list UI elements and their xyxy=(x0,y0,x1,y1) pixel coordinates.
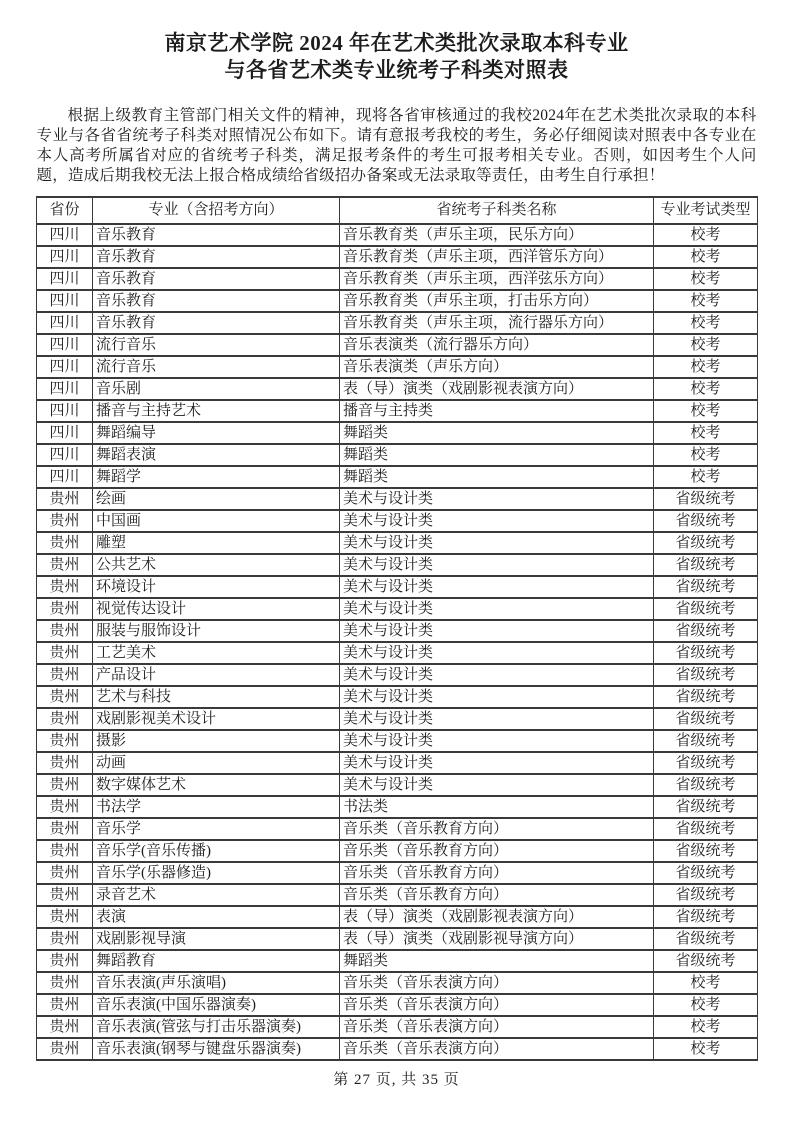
province-cell: 贵州 xyxy=(37,796,93,818)
exam-type-cell: 校考 xyxy=(654,356,758,378)
exam-type-cell: 校考 xyxy=(654,334,758,356)
subcategory-cell: 音乐类（音乐教育方向） xyxy=(340,884,654,906)
exam-type-cell: 校考 xyxy=(654,972,758,994)
province-cell: 贵州 xyxy=(37,1038,93,1060)
province-cell: 贵州 xyxy=(37,488,93,510)
major-cell: 音乐教育 xyxy=(93,246,340,268)
col-header-province: 省份 xyxy=(37,197,93,224)
table-row xyxy=(37,950,758,972)
table-row xyxy=(37,972,758,994)
major-cell: 环境设计 xyxy=(93,576,340,598)
province-cell: 贵州 xyxy=(37,642,93,664)
major-cell: 服装与服饰设计 xyxy=(93,620,340,642)
exam-type-cell: 校考 xyxy=(654,246,758,268)
table-row xyxy=(37,312,758,334)
col-header-exam-type: 专业考试类型 xyxy=(654,197,758,224)
subcategory-cell: 音乐类（音乐表演方向） xyxy=(340,1038,654,1060)
table-header-row xyxy=(37,197,758,224)
table-row xyxy=(37,1038,758,1060)
exam-type-cell: 省级统考 xyxy=(654,950,758,972)
subcategory-cell: 美术与设计类 xyxy=(340,576,654,598)
major-cell: 摄影 xyxy=(93,730,340,752)
province-cell: 四川 xyxy=(37,246,93,268)
table-row xyxy=(37,268,758,290)
exam-type-cell: 省级统考 xyxy=(654,796,758,818)
subcategory-cell: 美术与设计类 xyxy=(340,532,654,554)
table-row xyxy=(37,928,758,950)
table-row xyxy=(37,686,758,708)
major-cell: 流行音乐 xyxy=(93,356,340,378)
title-line-1: 南京艺术学院 2024 年在艺术类批次录取本科专业 xyxy=(164,31,629,55)
province-cell: 贵州 xyxy=(37,972,93,994)
exam-type-cell: 省级统考 xyxy=(654,532,758,554)
province-cell: 贵州 xyxy=(37,928,93,950)
exam-type-cell: 省级统考 xyxy=(654,554,758,576)
subcategory-cell: 舞蹈类 xyxy=(340,950,654,972)
table-row xyxy=(37,444,758,466)
exam-type-cell: 校考 xyxy=(654,444,758,466)
major-cell: 音乐教育 xyxy=(93,268,340,290)
province-cell: 四川 xyxy=(37,466,93,488)
major-cell: 音乐学(音乐传播) xyxy=(93,840,340,862)
province-cell: 四川 xyxy=(37,400,93,422)
subcategory-cell: 美术与设计类 xyxy=(340,598,654,620)
province-cell: 贵州 xyxy=(37,576,93,598)
province-cell: 贵州 xyxy=(37,1016,93,1038)
exam-type-cell: 省级统考 xyxy=(654,928,758,950)
subcategory-cell: 表（导）演类（戏剧影视导演方向） xyxy=(340,928,654,950)
subcategory-cell: 音乐类（音乐教育方向） xyxy=(340,840,654,862)
table-row xyxy=(37,730,758,752)
title-line-2: 与各省艺术类专业统考子科类对照表 xyxy=(224,58,569,82)
table-row xyxy=(37,884,758,906)
exam-type-cell: 省级统考 xyxy=(654,862,758,884)
table-body xyxy=(37,224,758,1060)
subcategory-cell: 音乐表演类（声乐方向） xyxy=(340,356,654,378)
major-cell: 产品设计 xyxy=(93,664,340,686)
major-cell: 戏剧影视导演 xyxy=(93,928,340,950)
major-cell: 绘画 xyxy=(93,488,340,510)
exam-type-cell: 省级统考 xyxy=(654,620,758,642)
subcategory-cell: 美术与设计类 xyxy=(340,686,654,708)
subcategory-cell: 音乐类（音乐表演方向） xyxy=(340,994,654,1016)
subcategory-cell: 表（导）演类（戏剧影视表演方向） xyxy=(340,378,654,400)
province-cell: 贵州 xyxy=(37,884,93,906)
exam-type-cell: 校考 xyxy=(654,312,758,334)
subcategory-cell: 美术与设计类 xyxy=(340,708,654,730)
major-cell: 雕塑 xyxy=(93,532,340,554)
exam-type-cell: 省级统考 xyxy=(654,708,758,730)
exam-type-cell: 省级统考 xyxy=(654,818,758,840)
exam-type-cell: 省级统考 xyxy=(654,774,758,796)
subcategory-cell: 书法类 xyxy=(340,796,654,818)
exam-type-cell: 校考 xyxy=(654,378,758,400)
major-cell: 音乐表演(管弦与打击乐器演奏) xyxy=(93,1016,340,1038)
subcategory-cell: 音乐教育类（声乐主项，打击乐方向） xyxy=(340,290,654,312)
exam-type-cell: 校考 xyxy=(654,268,758,290)
table-row xyxy=(37,400,758,422)
table-row xyxy=(37,290,758,312)
exam-type-cell: 省级统考 xyxy=(654,664,758,686)
major-cell: 戏剧影视美术设计 xyxy=(93,708,340,730)
province-cell: 四川 xyxy=(37,444,93,466)
subcategory-cell: 美术与设计类 xyxy=(340,752,654,774)
exam-type-cell: 省级统考 xyxy=(654,752,758,774)
exam-type-cell: 校考 xyxy=(654,400,758,422)
exam-type-cell: 校考 xyxy=(654,290,758,312)
table-row xyxy=(37,356,758,378)
exam-type-cell: 省级统考 xyxy=(654,686,758,708)
table-row xyxy=(37,466,758,488)
subcategory-cell: 音乐类（音乐教育方向） xyxy=(340,862,654,884)
major-cell: 音乐表演(声乐演唱) xyxy=(93,972,340,994)
table-row xyxy=(37,334,758,356)
province-cell: 贵州 xyxy=(37,554,93,576)
province-cell: 贵州 xyxy=(37,598,93,620)
province-cell: 贵州 xyxy=(37,686,93,708)
province-cell: 贵州 xyxy=(37,840,93,862)
major-cell: 音乐学(乐器修造) xyxy=(93,862,340,884)
province-cell: 贵州 xyxy=(37,510,93,532)
province-cell: 四川 xyxy=(37,224,93,246)
table-row xyxy=(37,664,758,686)
page-number: 第 27 页, 共 35 页 xyxy=(333,1072,460,1088)
table-row xyxy=(37,708,758,730)
major-cell: 音乐表演(钢琴与键盘乐器演奏) xyxy=(93,1038,340,1060)
col-header-major: 专业（含招考方向） xyxy=(93,197,340,224)
province-cell: 四川 xyxy=(37,378,93,400)
subcategory-cell: 表（导）演类（戏剧影视表演方向） xyxy=(340,906,654,928)
table-row xyxy=(37,246,758,268)
province-cell: 四川 xyxy=(37,334,93,356)
subcategory-cell: 音乐教育类（声乐主项，西洋弦乐方向） xyxy=(340,268,654,290)
exam-type-cell: 省级统考 xyxy=(654,906,758,928)
subcategory-cell: 播音与主持类 xyxy=(340,400,654,422)
col-header-subcategory: 省统考子科类名称 xyxy=(340,197,654,224)
province-cell: 四川 xyxy=(37,268,93,290)
exam-type-cell: 校考 xyxy=(654,1038,758,1060)
subject-mapping-table xyxy=(36,196,758,1061)
table-row xyxy=(37,554,758,576)
major-cell: 书法学 xyxy=(93,796,340,818)
table-row xyxy=(37,642,758,664)
table-row xyxy=(37,752,758,774)
province-cell: 贵州 xyxy=(37,664,93,686)
subcategory-cell: 音乐教育类（声乐主项，西洋管乐方向） xyxy=(340,246,654,268)
subcategory-cell: 舞蹈类 xyxy=(340,444,654,466)
province-cell: 贵州 xyxy=(37,774,93,796)
province-cell: 贵州 xyxy=(37,730,93,752)
exam-type-cell: 省级统考 xyxy=(654,510,758,532)
province-cell: 贵州 xyxy=(37,950,93,972)
table-row xyxy=(37,598,758,620)
major-cell: 表演 xyxy=(93,906,340,928)
major-cell: 舞蹈教育 xyxy=(93,950,340,972)
subcategory-cell: 音乐教育类（声乐主项，流行器乐方向） xyxy=(340,312,654,334)
table-row xyxy=(37,906,758,928)
subcategory-cell: 美术与设计类 xyxy=(340,554,654,576)
exam-type-cell: 省级统考 xyxy=(654,884,758,906)
province-cell: 贵州 xyxy=(37,708,93,730)
exam-type-cell: 省级统考 xyxy=(654,598,758,620)
table-row xyxy=(37,994,758,1016)
subcategory-cell: 音乐教育类（声乐主项，民乐方向） xyxy=(340,224,654,246)
subcategory-cell: 美术与设计类 xyxy=(340,488,654,510)
intro-paragraph: 根据上级教育主管部门相关文件的精神，现将各省审核通过的我校2024年在艺术类批次录取的本科专业与各省省统考子科类对照情况公布如下。请有意报考我校的考生，务必仔细阅读对照表中各专业在本人高考所属省对应的省统考子科类，满足报考条件的考生可报考相关专业。否则，如因考生个人问题，造成后期我校无法上报合格成绩给省级招办备案或无法录取等责任，由考生自行承担！ xyxy=(36,107,757,184)
table-row xyxy=(37,840,758,862)
major-cell: 音乐表演(中国乐器演奏) xyxy=(93,994,340,1016)
province-cell: 贵州 xyxy=(37,532,93,554)
major-cell: 舞蹈编导 xyxy=(93,422,340,444)
province-cell: 贵州 xyxy=(37,994,93,1016)
major-cell: 艺术与科技 xyxy=(93,686,340,708)
major-cell: 视觉传达设计 xyxy=(93,598,340,620)
subcategory-cell: 美术与设计类 xyxy=(340,730,654,752)
subcategory-cell: 美术与设计类 xyxy=(340,620,654,642)
table-row xyxy=(37,378,758,400)
major-cell: 音乐教育 xyxy=(93,224,340,246)
table-row xyxy=(37,224,758,246)
table-row xyxy=(37,620,758,642)
province-cell: 四川 xyxy=(37,290,93,312)
exam-type-cell: 省级统考 xyxy=(654,576,758,598)
exam-type-cell: 省级统考 xyxy=(654,488,758,510)
province-cell: 贵州 xyxy=(37,862,93,884)
province-cell: 四川 xyxy=(37,422,93,444)
major-cell: 公共艺术 xyxy=(93,554,340,576)
table-row xyxy=(37,532,758,554)
exam-type-cell: 校考 xyxy=(654,1016,758,1038)
major-cell: 舞蹈学 xyxy=(93,466,340,488)
subcategory-cell: 音乐类（音乐表演方向） xyxy=(340,1016,654,1038)
province-cell: 四川 xyxy=(37,356,93,378)
subcategory-cell: 舞蹈类 xyxy=(340,422,654,444)
major-cell: 音乐教育 xyxy=(93,312,340,334)
major-cell: 中国画 xyxy=(93,510,340,532)
major-cell: 音乐教育 xyxy=(93,290,340,312)
page-title xyxy=(36,30,757,84)
exam-type-cell: 校考 xyxy=(654,224,758,246)
table-row xyxy=(37,576,758,598)
province-cell: 贵州 xyxy=(37,620,93,642)
subcategory-cell: 美术与设计类 xyxy=(340,664,654,686)
table-row xyxy=(37,796,758,818)
major-cell: 播音与主持艺术 xyxy=(93,400,340,422)
major-cell: 音乐剧 xyxy=(93,378,340,400)
table-row xyxy=(37,774,758,796)
subcategory-cell: 音乐类（音乐表演方向） xyxy=(340,972,654,994)
province-cell: 四川 xyxy=(37,312,93,334)
major-cell: 数字媒体艺术 xyxy=(93,774,340,796)
subcategory-cell: 音乐类（音乐教育方向） xyxy=(340,818,654,840)
major-cell: 录音艺术 xyxy=(93,884,340,906)
exam-type-cell: 校考 xyxy=(654,422,758,444)
province-cell: 贵州 xyxy=(37,752,93,774)
exam-type-cell: 省级统考 xyxy=(654,840,758,862)
major-cell: 工艺美术 xyxy=(93,642,340,664)
table-row xyxy=(37,510,758,532)
exam-type-cell: 省级统考 xyxy=(654,730,758,752)
subcategory-cell: 舞蹈类 xyxy=(340,466,654,488)
subcategory-cell: 美术与设计类 xyxy=(340,510,654,532)
major-cell: 流行音乐 xyxy=(93,334,340,356)
table-row xyxy=(37,488,758,510)
table-row xyxy=(37,1016,758,1038)
subcategory-cell: 美术与设计类 xyxy=(340,774,654,796)
subcategory-cell: 音乐表演类（流行器乐方向） xyxy=(340,334,654,356)
province-cell: 贵州 xyxy=(37,818,93,840)
table-row xyxy=(37,818,758,840)
major-cell: 音乐学 xyxy=(93,818,340,840)
major-cell: 动画 xyxy=(93,752,340,774)
exam-type-cell: 省级统考 xyxy=(654,642,758,664)
exam-type-cell: 校考 xyxy=(654,994,758,1016)
province-cell: 贵州 xyxy=(37,906,93,928)
major-cell: 舞蹈表演 xyxy=(93,444,340,466)
table-row xyxy=(37,422,758,444)
table-row xyxy=(37,862,758,884)
subcategory-cell: 美术与设计类 xyxy=(340,642,654,664)
exam-type-cell: 校考 xyxy=(654,466,758,488)
